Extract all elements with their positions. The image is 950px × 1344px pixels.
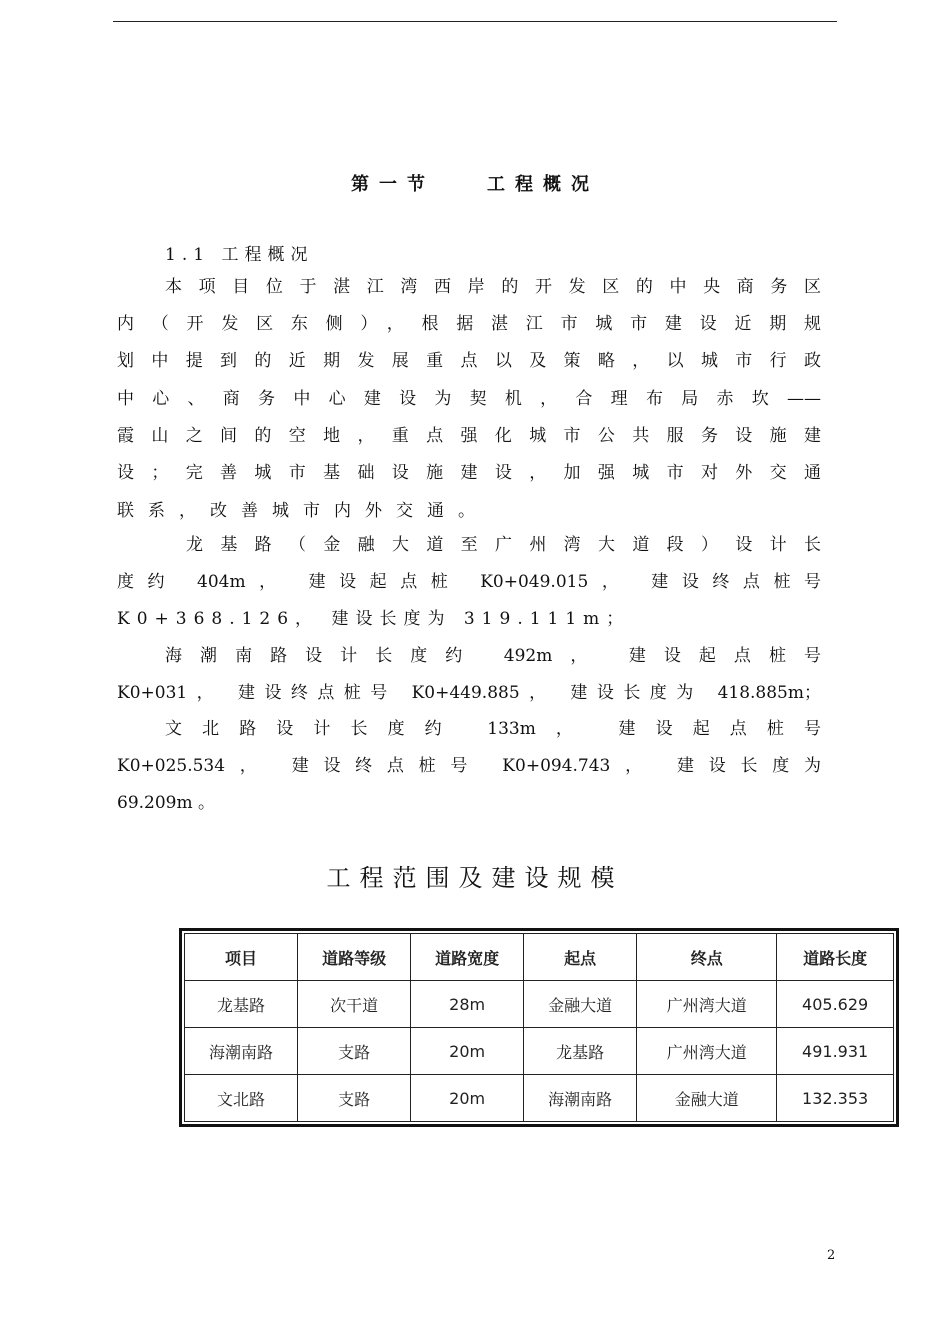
road-line: K0+031， 建设终点桩号 K0+449.885， 建设长度为 418.885m； xyxy=(117,683,821,703)
table-header-cell: 终点 xyxy=(637,934,777,981)
table-cell: 龙基路 xyxy=(524,1028,637,1075)
table-cell: 支路 xyxy=(298,1028,411,1075)
table-cell: 20m xyxy=(411,1028,524,1075)
subheading: 1.1 工程概况 xyxy=(165,245,314,265)
road-line: 69.209m 。 xyxy=(117,793,216,813)
table-cell: 海潮南路 xyxy=(185,1028,298,1075)
table-cell: 491.931 xyxy=(777,1028,894,1075)
road-line: 度约 404m， 建设起点桩 K0+049.015， 建设终点桩号 xyxy=(117,572,821,592)
paragraph-line: 设；完善城市基础设施建设，加强城市对外交通 xyxy=(117,463,821,483)
table-cell: 金融大道 xyxy=(524,981,637,1028)
table-cell: 28m xyxy=(411,981,524,1028)
paragraph-line: 霞山之间的空地，重点强化城市公共服务设施建 xyxy=(117,426,821,446)
table-cell: 405.629 xyxy=(777,981,894,1028)
table-header-cell: 起点 xyxy=(524,934,637,981)
paragraph-line: 内（开发区东侧），根据湛江市城市建设近期规 xyxy=(117,314,821,334)
table-row xyxy=(185,1075,894,1122)
page-number: 2 xyxy=(827,1248,836,1263)
paragraph-line: 本项目位于湛江湾西岸的开发区的中央商务区 xyxy=(165,277,821,297)
header-rule xyxy=(113,21,837,22)
table-row xyxy=(185,1028,894,1075)
table-caption: 工程范围及建设规模 xyxy=(326,864,624,892)
table-header-cell: 项目 xyxy=(185,934,298,981)
table-cell: 金融大道 xyxy=(637,1075,777,1122)
table-cell: 文北路 xyxy=(185,1075,298,1122)
road-line: K0+368.126， 建设长度为 319.111m； xyxy=(117,609,631,629)
road-line: K0+025.534， 建设终点桩号 K0+094.743， 建设长度为 xyxy=(117,756,821,776)
table-cell: 海潮南路 xyxy=(524,1075,637,1122)
table-cell: 支路 xyxy=(298,1075,411,1122)
road-line: 海潮南路设计长度约 492m， 建设起点桩号 xyxy=(165,646,821,666)
section-heading-title: 工程概况 xyxy=(487,174,599,195)
table-cell: 132.353 xyxy=(777,1075,894,1122)
road-line: 文北路设计长度约 133m， 建设起点桩号 xyxy=(165,719,821,739)
table-cell: 20m xyxy=(411,1075,524,1122)
table-cell: 广州湾大道 xyxy=(637,1028,777,1075)
table-header-row xyxy=(185,934,894,981)
table-cell: 广州湾大道 xyxy=(637,981,777,1028)
section-heading-number: 第一节 xyxy=(351,174,435,195)
scope-table-frame xyxy=(179,928,899,1127)
table-cell: 次干道 xyxy=(298,981,411,1028)
paragraph-line: 联系，改善城市内外交通。 xyxy=(117,501,489,521)
scope-table xyxy=(184,933,894,1122)
table-header-cell: 道路长度 xyxy=(777,934,894,981)
road-line: 龙基路（金融大道至广州湾大道段）设计长 xyxy=(186,535,821,555)
table-cell: 龙基路 xyxy=(185,981,298,1028)
table-header-cell: 道路宽度 xyxy=(411,934,524,981)
table-header-cell: 道路等级 xyxy=(298,934,411,981)
paragraph-line: 中心、商务中心建设为契机，合理布局赤坎—— xyxy=(117,389,821,409)
section-heading xyxy=(0,170,950,196)
table-row xyxy=(185,981,894,1028)
paragraph-line: 划中提到的近期发展重点以及策略，以城市行政 xyxy=(117,351,821,371)
